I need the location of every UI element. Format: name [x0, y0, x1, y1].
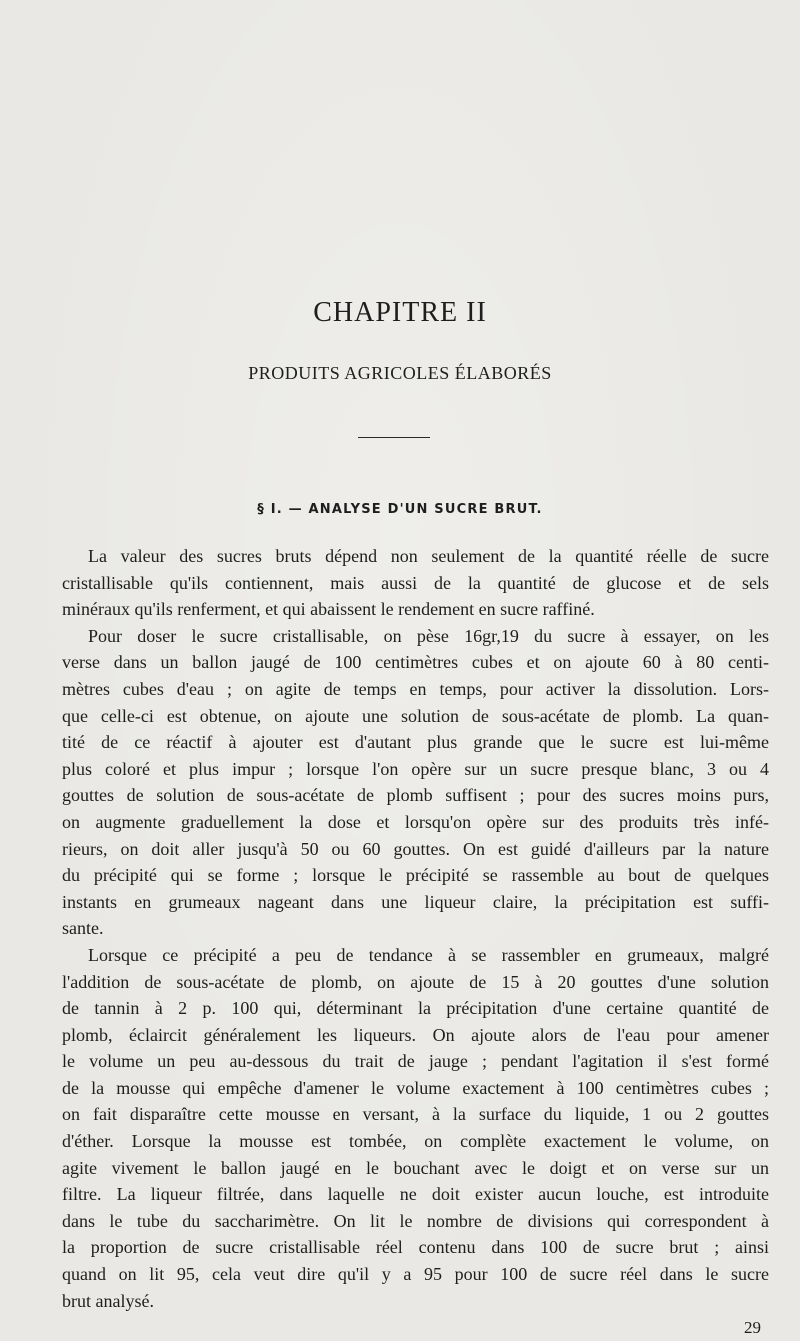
- text-line: Lorsque ce précipité a peu de tendance à se rassembler en grumeaux, malgré: [88, 944, 769, 965]
- text-line: rieurs, on doit aller jusqu'à 50 ou 60 gouttes. On est guidé d'ailleurs par la nature: [62, 838, 769, 859]
- text-line: cristallisable qu'ils contiennent, mais aussi de la quantité de glucose et de sels: [62, 572, 769, 593]
- text-line: minéraux qu'ils renferment, et qui abaissent le rendement en sucre raffiné.: [62, 599, 595, 620]
- text-line: on fait disparaître cette mousse en versant, à la surface du liquide, 1 ou 2 gouttes: [62, 1104, 769, 1125]
- text-line: sante.: [62, 918, 104, 939]
- title-divider: [358, 437, 430, 438]
- text-line: de tannin à 2 p. 100 qui, déterminant la précipitation d'une certaine quantité de: [62, 998, 769, 1019]
- text-line: d'éther. Lorsque la mousse est tombée, on complète exactement le volume, on: [62, 1131, 769, 1152]
- text-line: tité de ce réactif à ajouter est d'autant plus grande que le sucre est lui-même: [62, 732, 769, 753]
- text-line: du précipité qui se forme ; lorsque le précipité se rassemble au bout de quelques: [62, 865, 769, 886]
- text-line: La valeur des sucres bruts dépend non seulement de la quantité réelle de sucre: [88, 546, 769, 566]
- text-line: plomb, éclaircit généralement les liqueurs. On ajoute alors de l'eau pour amener: [62, 1024, 769, 1045]
- text-line: instants en grumeaux nageant dans une liqueur claire, la précipitation est suffi-: [62, 891, 769, 912]
- text-line: verse dans un ballon jaugé de 100 centimètres cubes et on ajoute 60 à 80 centi-: [62, 652, 769, 673]
- text-line: Pour doser le sucre cristallisable, on pèse 16gr,19 du sucre à essayer, on les: [88, 625, 769, 646]
- text-line: que celle-ci est obtenue, on ajoute une solution de sous-acétate de plomb. La quan-: [62, 705, 769, 726]
- text-line: brut analysé.: [62, 1290, 154, 1311]
- text-line: plus coloré et plus impur ; lorsque l'on opère sur un sucre presque blanc, 3 ou 4: [62, 758, 769, 779]
- text-line: le volume un peu au-dessous du trait de jauge ; pendant l'agitation il s'est formé: [62, 1051, 769, 1072]
- text-line: l'addition de sous-acétate de plomb, on ajoute de 15 à 20 gouttes d'une solution: [62, 971, 769, 992]
- text-line: mètres cubes d'eau ; on agite de temps en temps, pour activer la dissolution. Lors-: [62, 678, 769, 699]
- text-line: gouttes de solution de sous-acétate de plomb suffisent ; pour des sucres moins purs,: [62, 785, 769, 806]
- text-line: de la mousse qui empêche d'amener le volume exactement à 100 centimètres cubes ;: [62, 1077, 769, 1098]
- text-line: on augmente graduellement la dose et lorsqu'on opère sur des produits très infé-: [62, 811, 769, 832]
- chapter-subtitle: PRODUITS AGRICOLES ÉLABORÉS: [248, 363, 552, 383]
- text-line: quand on lit 95, cela veut dire qu'il y a 95 pour 100 de sucre réel dans le sucre: [62, 1264, 769, 1285]
- body-text: [62, 543, 769, 1314]
- page-number: 29: [744, 1318, 761, 1337]
- chapter-title: CHAPITRE II: [313, 297, 487, 328]
- section-heading: § I. — ANALYSE D'UN SUCRE BRUT.: [257, 502, 543, 517]
- text-line: dans le tube du saccharimètre. On lit le nombre de divisions qui correspondent à: [62, 1210, 769, 1231]
- text-line: filtre. La liqueur filtrée, dans laquelle ne doit exister aucun louche, est introduite: [62, 1184, 769, 1205]
- text-line: la proportion de sucre cristallisable réel contenu dans 100 de sucre brut ; ainsi: [62, 1237, 769, 1258]
- text-line: agite vivement le ballon jaugé en le bouchant avec le doigt et on verse sur un: [62, 1157, 769, 1178]
